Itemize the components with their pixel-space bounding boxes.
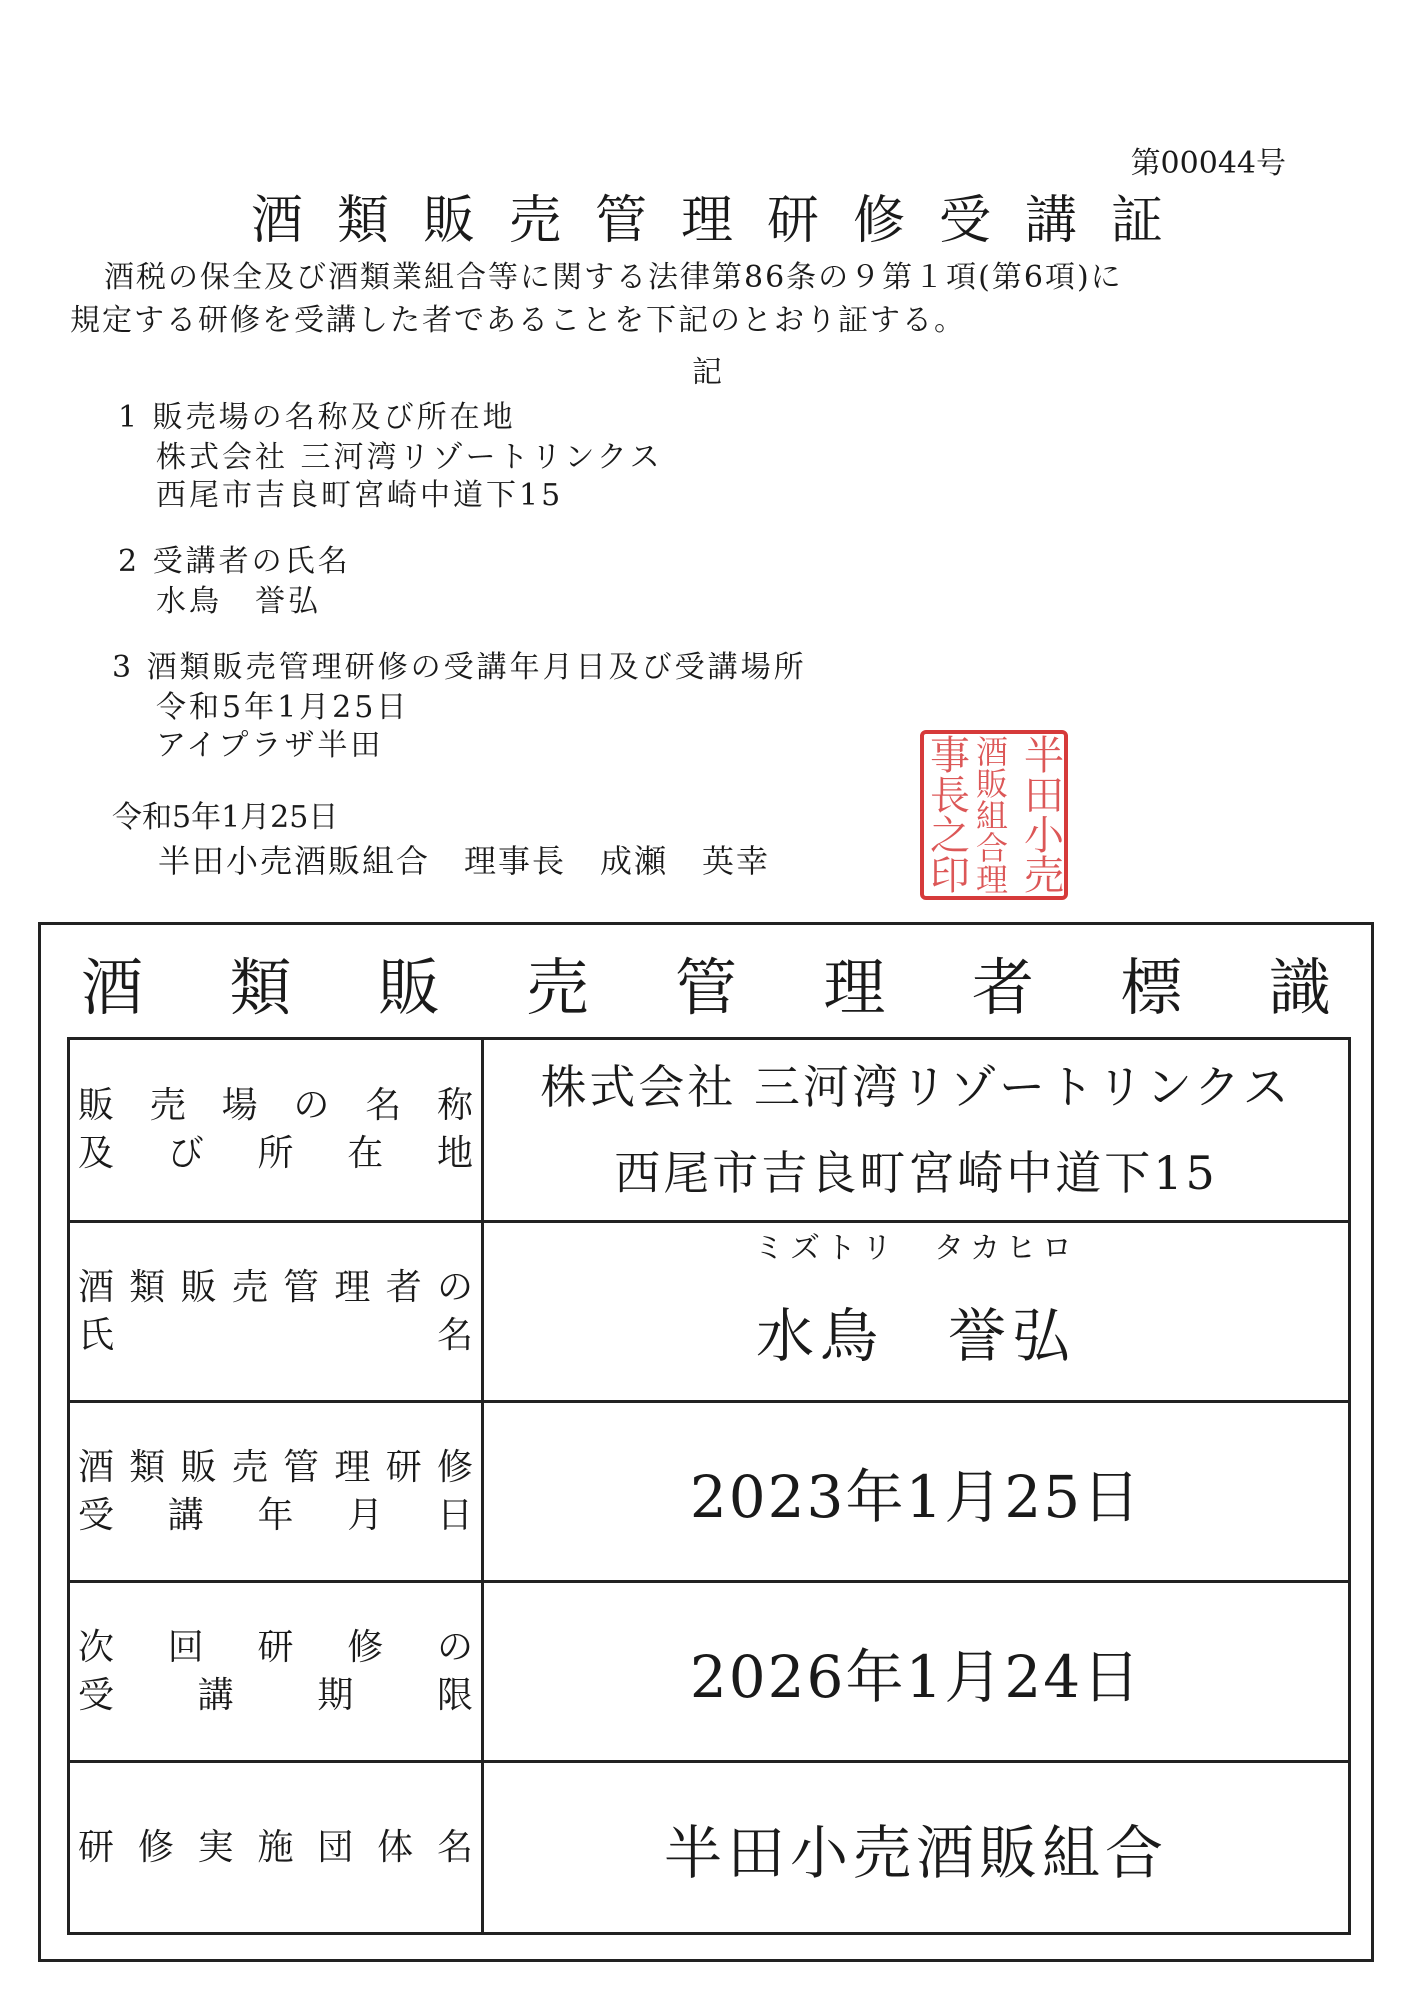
label-char: 研 <box>78 1826 115 1868</box>
table-row-manager <box>70 1220 1348 1400</box>
label-line <box>78 1130 473 1178</box>
certificate-title: 酒類販売管理研修受講証 <box>250 191 1197 251</box>
label-char: 研 <box>257 1626 294 1668</box>
table-row-training-date <box>70 1400 1348 1580</box>
seal-char: 合 <box>976 829 1009 867</box>
item-1-address: 西尾市吉良町宮崎中道下15 <box>156 478 564 513</box>
store-address-value: 西尾市吉良町宮崎中道下15 <box>614 1146 1218 1200</box>
label-char: 在 <box>347 1133 384 1174</box>
table-row-store <box>70 1040 1348 1220</box>
label-char: 修 <box>347 1626 384 1668</box>
label-char: 施 <box>257 1826 294 1868</box>
label-line <box>78 1492 473 1540</box>
label-char: 氏 <box>78 1314 115 1356</box>
label-char: 団 <box>317 1826 354 1868</box>
item-2-name: 水鳥 誉弘 <box>156 584 321 619</box>
label-char: 管 <box>283 1446 320 1488</box>
item-3-heading: 3 酒類販売管理研修の受講年月日及び受講場所 <box>112 650 807 685</box>
label-line <box>78 1444 473 1492</box>
label-organizer <box>70 1763 484 1932</box>
label-char: 販 <box>78 1085 115 1126</box>
label-char: 月 <box>347 1494 384 1536</box>
training-date-value: 2023年1月25日 <box>689 1462 1143 1531</box>
issue-date: 令和5年1月25日 <box>112 800 339 835</box>
ki-heading: 記 <box>692 355 722 390</box>
sign-title-char: 販 <box>377 950 440 1024</box>
label-char: 酒 <box>78 1266 115 1308</box>
value-organizer <box>484 1763 1348 1932</box>
label-char: 理 <box>334 1446 371 1488</box>
label-char: 売 <box>231 1446 268 1488</box>
sign-title-char: 管 <box>674 950 737 1024</box>
value-manager <box>484 1223 1348 1400</box>
label-char: 所 <box>257 1133 294 1174</box>
label-char: 修 <box>137 1826 174 1868</box>
label-line <box>78 1672 473 1720</box>
label-store-name-location <box>70 1040 484 1220</box>
item-2-heading: 2 受講者の氏名 <box>118 544 351 579</box>
label-char: 回 <box>167 1626 204 1668</box>
seal-char: 小 <box>1024 813 1064 859</box>
seal-char: 半 <box>1024 733 1064 779</box>
label-char: 受 <box>78 1674 115 1716</box>
label-training-date <box>70 1403 484 1580</box>
label-char: 理 <box>334 1266 371 1308</box>
label-char: 者 <box>385 1266 422 1308</box>
label-char: 類 <box>129 1266 166 1308</box>
next-deadline-value: 2026年1月24日 <box>689 1642 1143 1711</box>
label-char: 実 <box>197 1826 234 1868</box>
manager-name-value: 水鳥 誉弘 <box>755 1302 1076 1370</box>
table-row-next-deadline <box>70 1580 1348 1760</box>
store-name-value: 株式会社 三河湾リゾートリンクス <box>540 1060 1292 1114</box>
seal-char: 事 <box>930 733 970 779</box>
label-char: 売 <box>149 1085 186 1126</box>
label-char: 及 <box>78 1133 115 1174</box>
label-char: 名 <box>365 1085 402 1126</box>
label-char: 販 <box>180 1266 217 1308</box>
item-3-venue: アイプラザ半田 <box>156 728 384 763</box>
seal-char: 印 <box>930 853 970 899</box>
label-char: 講 <box>167 1494 204 1536</box>
label-char: の <box>293 1085 330 1126</box>
label-line <box>78 1824 473 1872</box>
label-line <box>78 1082 473 1130</box>
furigana: ミズトリ タカヒロ <box>754 1231 1078 1266</box>
issuer-signature: 半田小売酒販組合 理事長 成瀬 英幸 <box>158 842 771 880</box>
label-char: び <box>167 1133 204 1174</box>
sign-title-char: 識 <box>1268 950 1331 1024</box>
label-line <box>78 1624 473 1672</box>
label-char: 受 <box>78 1494 115 1536</box>
label-char: 次 <box>78 1626 115 1668</box>
certificate-body-line-2: 規定する研修を受講した者であることを下記のとおり証する。 <box>70 303 966 338</box>
label-char: 管 <box>283 1266 320 1308</box>
seal-char: 長 <box>930 773 970 819</box>
certificate-number: 第00044号 <box>1130 146 1286 181</box>
label-char: 年 <box>257 1494 294 1536</box>
label-char: 名 <box>436 1826 473 1868</box>
value-next-deadline <box>484 1583 1348 1760</box>
label-char: の <box>436 1266 473 1308</box>
sign-title-char: 類 <box>229 950 292 1024</box>
label-char: 修 <box>436 1446 473 1488</box>
seal-char: 販 <box>976 765 1009 803</box>
item-1-heading: 1 販売場の名称及び所在地 <box>118 400 516 435</box>
sign-title-char: 酒 <box>81 950 144 1024</box>
table-row-organizer <box>70 1760 1348 1932</box>
sign-title-char: 理 <box>823 950 886 1024</box>
label-line <box>78 1264 473 1312</box>
label-char: 期 <box>317 1674 354 1716</box>
label-char: 売 <box>231 1266 268 1308</box>
label-char: 日 <box>436 1494 473 1536</box>
official-seal-stamp <box>920 730 1068 900</box>
seal-char: 売 <box>1024 853 1064 899</box>
label-line <box>78 1312 473 1360</box>
label-char: 講 <box>197 1674 234 1716</box>
sign-title <box>41 937 1371 1027</box>
label-char: 称 <box>436 1085 473 1126</box>
organizer-value: 半田小売酒販組合 <box>663 1818 1168 1887</box>
sign-title-char: 標 <box>1120 950 1183 1024</box>
seal-char: 組 <box>976 797 1009 835</box>
seal-char: 理 <box>976 861 1009 899</box>
label-manager-name <box>70 1223 484 1400</box>
label-char: 酒 <box>78 1446 115 1488</box>
sign-title-char: 売 <box>526 950 589 1024</box>
sign-table <box>67 1037 1351 1935</box>
label-char: 場 <box>221 1085 258 1126</box>
label-char: 限 <box>436 1674 473 1716</box>
seal-char: 田 <box>1024 773 1064 819</box>
liquor-sales-manager-sign <box>38 922 1374 1962</box>
value-store <box>484 1040 1348 1220</box>
value-training-date <box>484 1403 1348 1580</box>
label-char: の <box>436 1626 473 1668</box>
seal-char: 酒 <box>976 733 1009 771</box>
label-char: 体 <box>377 1826 414 1868</box>
item-3-date: 令和5年1月25日 <box>156 690 410 725</box>
certificate-body-line-1: 酒税の保全及び酒類業組合等に関する法律第86条の９第１項(第6項)に <box>104 260 1123 295</box>
label-char: 名 <box>436 1314 473 1356</box>
label-next-training-deadline <box>70 1583 484 1760</box>
label-char: 地 <box>436 1133 473 1174</box>
label-char: 類 <box>129 1446 166 1488</box>
sign-title-char: 者 <box>971 950 1034 1024</box>
label-char: 販 <box>180 1446 217 1488</box>
label-char: 研 <box>385 1446 422 1488</box>
item-1-company: 株式会社 三河湾リゾートリンクス <box>156 440 663 475</box>
seal-char: 之 <box>930 813 970 859</box>
